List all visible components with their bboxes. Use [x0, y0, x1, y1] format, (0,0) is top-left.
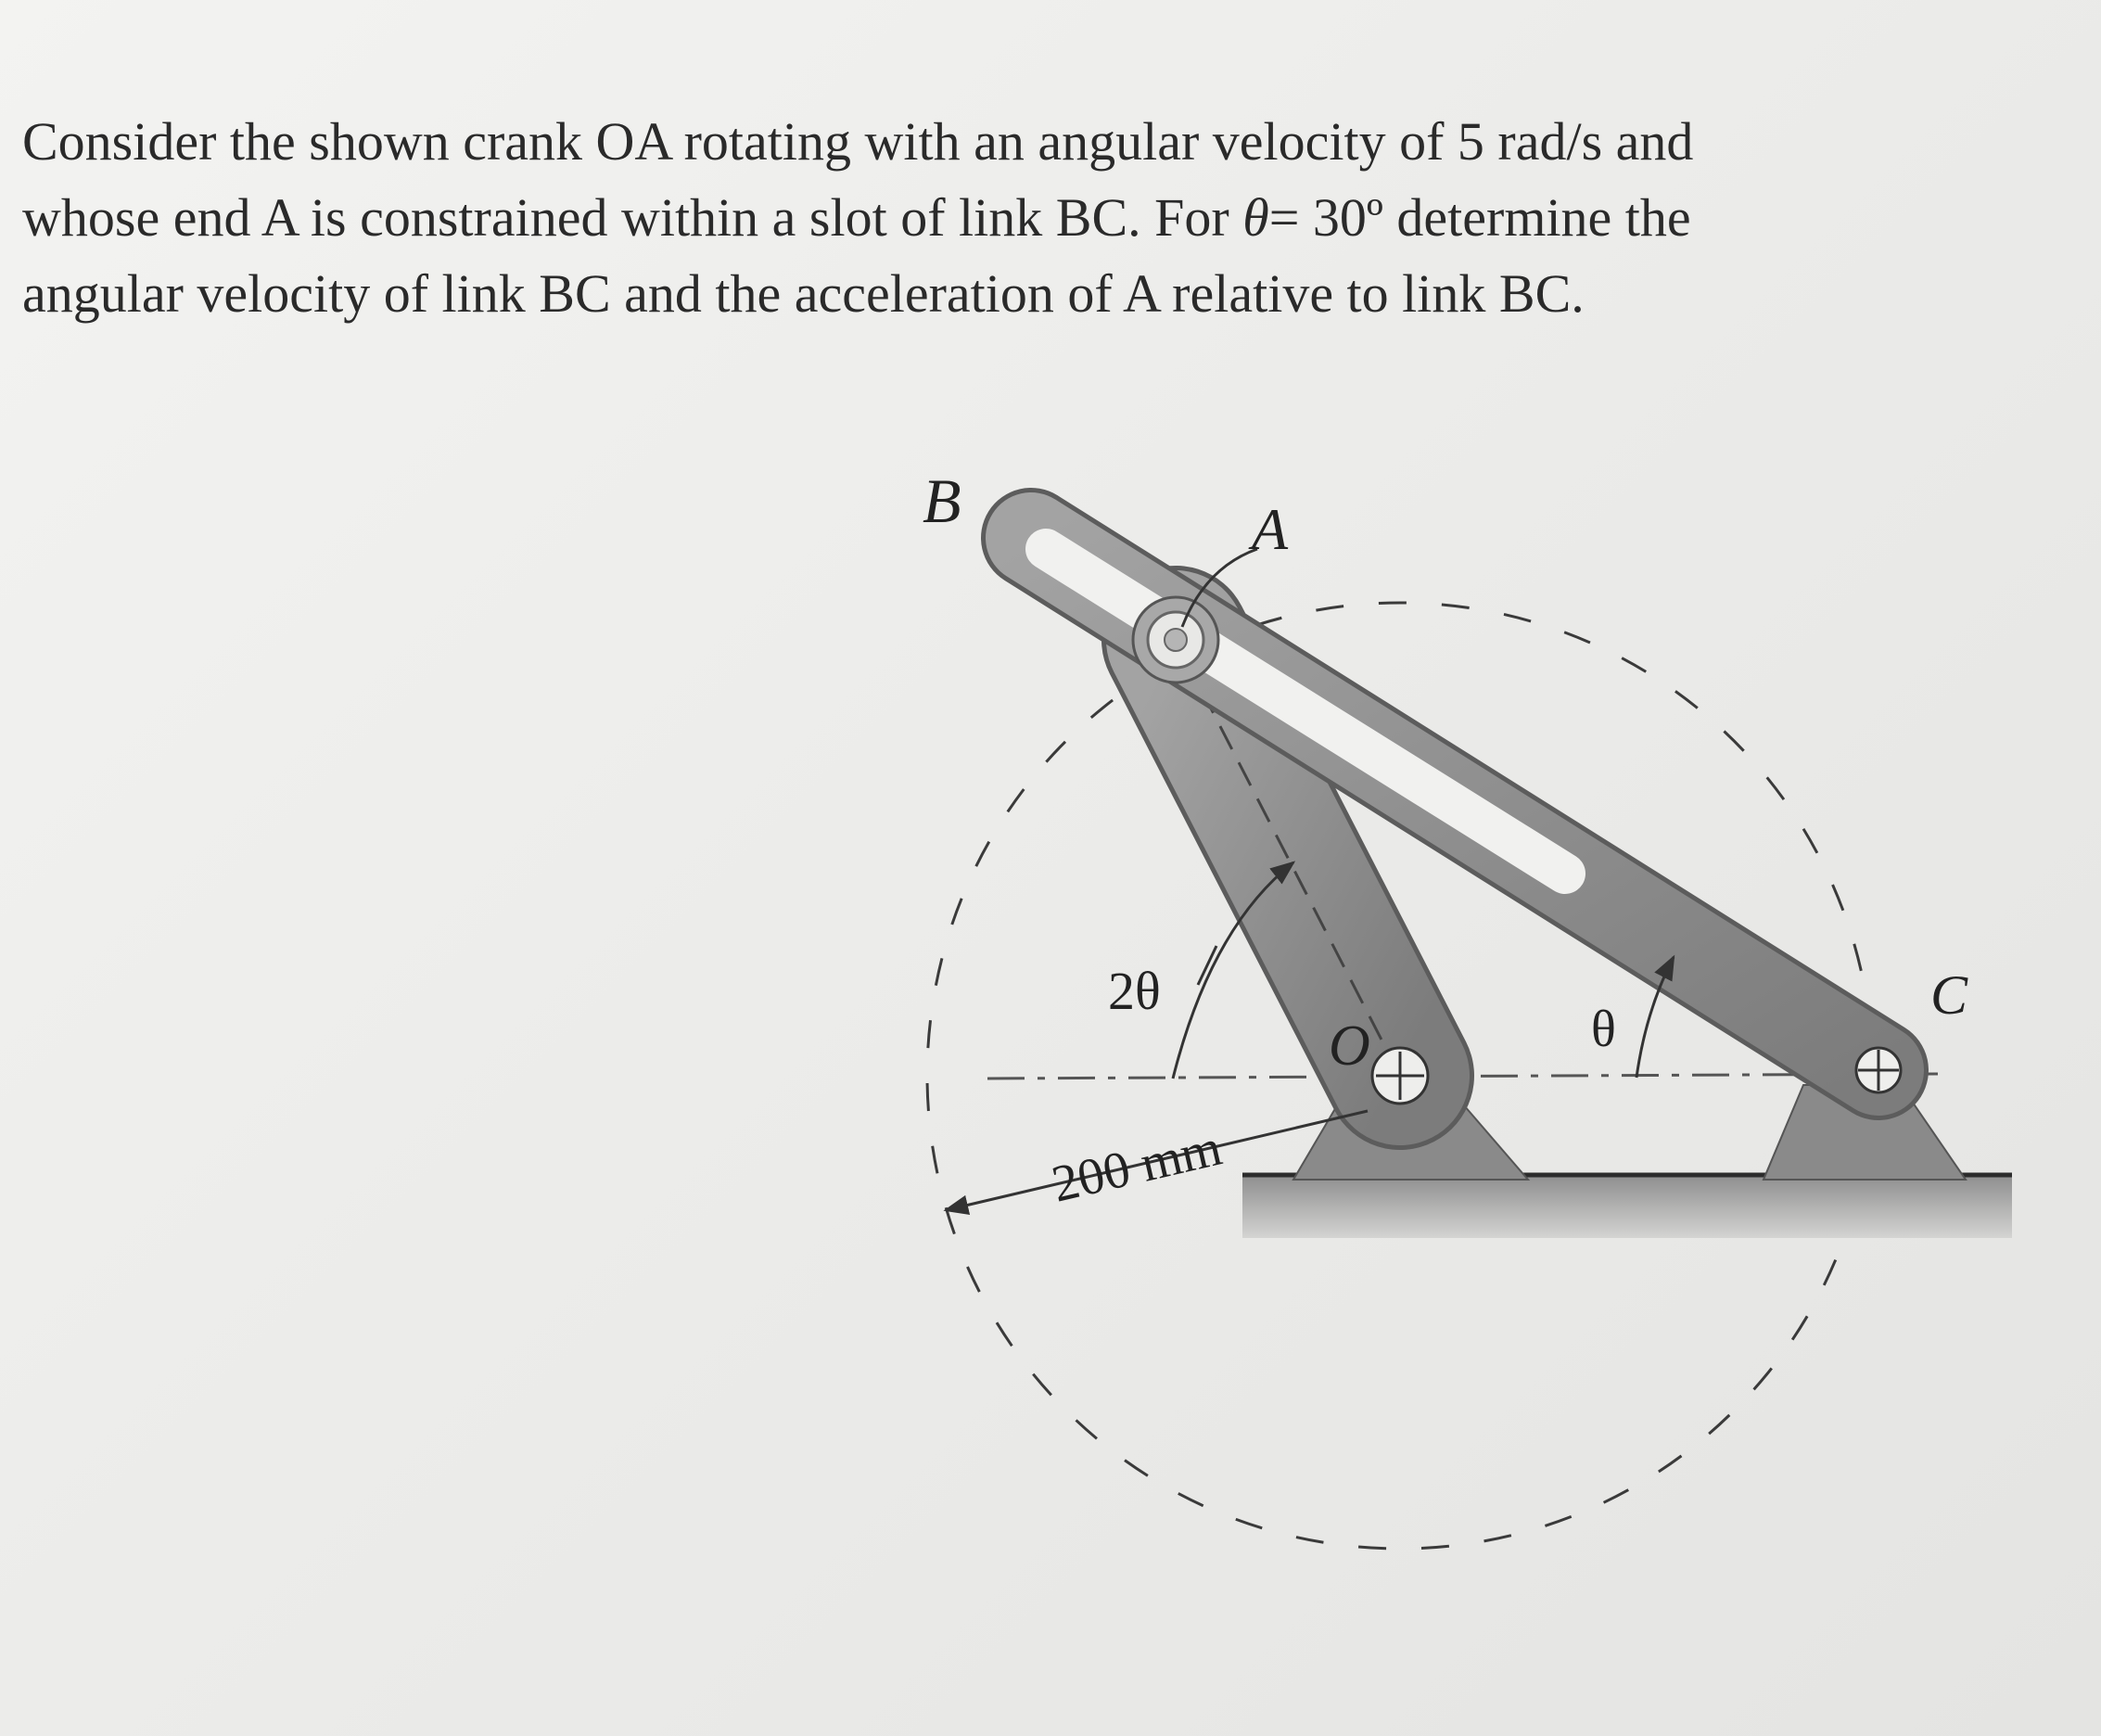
label-a: A	[1252, 496, 1289, 562]
pin-o	[1372, 1048, 1428, 1104]
label-theta: θ	[1591, 1001, 1616, 1058]
label-o: O	[1329, 1015, 1370, 1078]
problem-line-2-start: whose end A is constrained within a slot of link BC. For	[22, 187, 1243, 248]
label-c: C	[1930, 964, 1968, 1026]
ground	[1242, 1173, 2012, 1238]
theta-symbol: θ	[1242, 187, 1269, 248]
slider-block-a	[1133, 597, 1218, 683]
label-radius: 200 mm	[1046, 1118, 1228, 1214]
pin-c	[1856, 1048, 1901, 1092]
problem-line-1: Consider the shown crank OA rotating with an angular velocity of 5 rad/s and	[22, 111, 1694, 172]
problem-line-3: angular velocity of link BC and the acceleration of A relative to link BC.	[22, 263, 1585, 324]
label-2theta: 2θ	[1108, 961, 1161, 1021]
label-b: B	[923, 466, 961, 536]
problem-line-2-end: = 30º determine the	[1268, 187, 1691, 248]
